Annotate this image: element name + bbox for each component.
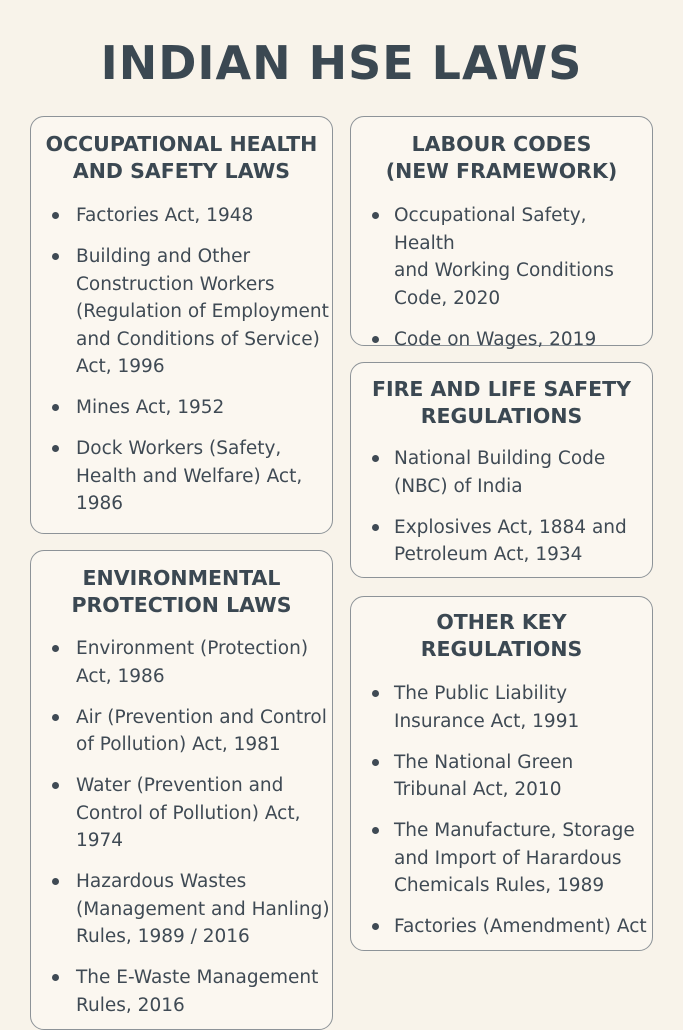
law-list: [31, 202, 332, 518]
law-list-item-line: and Working Conditions: [394, 260, 614, 281]
law-list: [351, 202, 652, 353]
law-list-item-line: Factories Act, 1948: [76, 205, 254, 226]
law-list-item-line: Control of Pollution) Act,: [76, 802, 301, 824]
page-title: INDIAN HSE LAWS: [100, 36, 583, 90]
law-list-item-line: Insurance Act, 1991: [394, 710, 580, 732]
law-list-item-line: Construction Workers: [76, 273, 275, 295]
card-environmental-protection: [30, 550, 333, 1030]
law-list-item: [351, 514, 652, 569]
law-list-item-line: Mines Act, 1952: [76, 397, 225, 418]
law-list-item-line: Petroleum Act, 1934: [394, 544, 583, 565]
law-list-item: [351, 202, 652, 312]
law-list-item: [31, 635, 332, 690]
law-list-item-line: Act, 1986: [76, 665, 165, 687]
law-list-item-line: Chemicals Rules, 1989: [394, 875, 605, 896]
law-list: [351, 445, 652, 569]
section-title-line: OCCUPATIONAL HEALTH: [45, 132, 318, 156]
law-list-item: [31, 772, 332, 855]
law-list-item: [31, 704, 332, 759]
law-list-item-line: of Pollution) Act, 1981: [76, 734, 281, 755]
law-list-item: [351, 913, 652, 941]
section-title-line: OTHER KEY: [436, 610, 567, 634]
law-list-item-line: The Public Liability: [394, 683, 568, 704]
section-title: [31, 131, 332, 185]
law-list-item-line: The National Green: [394, 751, 574, 773]
section-title-line: LABOUR CODES: [411, 132, 592, 156]
card-fire-life-safety: [350, 362, 653, 578]
law-list-item: [31, 964, 332, 1019]
law-list-item-line: (Regulation of Employment: [76, 301, 329, 322]
law-list-item: [31, 868, 332, 951]
law-list-item-line: and Import of Harardous: [394, 847, 622, 869]
law-list-item-line: Factories (Amendment) Act: [394, 916, 647, 937]
law-list-item: [351, 749, 652, 804]
card-occupational-health-safety: [30, 116, 333, 534]
law-list-item-line: Code, 2020: [394, 287, 501, 309]
law-list-item: [351, 445, 652, 500]
section-title-line: PROTECTION LAWS: [71, 593, 292, 617]
law-list-item: [351, 680, 652, 735]
section-title-line: AND SAFETY LAWS: [72, 159, 291, 183]
section-title: [31, 565, 332, 619]
law-list-item-line: (Management and Hanling): [76, 898, 330, 920]
law-list-item-line: 1974: [76, 830, 124, 851]
section-title: [351, 131, 652, 185]
law-list-item-line: Hazardous Wastes: [76, 871, 247, 892]
card-other-key-regulations: [350, 596, 653, 951]
law-list-item-line: Air (Prevention and Control: [76, 706, 327, 728]
law-list-item-line: The Manufacture, Storage: [394, 820, 635, 841]
section-title-line: ENVIRONMENTAL: [82, 566, 281, 590]
law-list-item-line: Act, 1996: [76, 356, 165, 377]
law-list-item: [31, 394, 332, 422]
section-title: [351, 376, 652, 430]
law-list-item: [31, 435, 332, 518]
law-list: [31, 635, 332, 1019]
law-list: [351, 680, 652, 941]
law-list-item: [351, 326, 652, 354]
law-list-item-line: Occupational Safety, Health: [394, 205, 587, 254]
law-list-item-line: (NBC) of India: [394, 475, 523, 497]
law-list-item-line: National Building Code: [394, 448, 606, 469]
law-list-item-line: and Conditions of Service): [76, 328, 320, 350]
law-list-item-line: Rules, 1989 / 2016: [76, 926, 250, 947]
law-list-item-line: The E-Waste Management: [76, 967, 319, 988]
law-list-item: [31, 202, 332, 230]
law-list-item-line: Rules, 2016: [76, 994, 185, 1016]
section-title: [351, 609, 652, 663]
law-list-item-line: Building and Other: [76, 246, 251, 267]
section-title-line: (NEW FRAMEWORK): [385, 159, 618, 183]
law-list-item-line: Water (Prevention and: [76, 775, 284, 796]
law-list-item-line: Code on Wages, 2019: [394, 328, 597, 350]
law-list-item-line: 1986: [76, 493, 124, 514]
section-title-line: FIRE AND LIFE SAFETY: [371, 377, 632, 401]
law-list-item-line: Environment (Protection): [76, 638, 309, 659]
law-list-item-line: Tribunal Act, 2010: [394, 779, 562, 800]
section-title-line: REGULATIONS: [420, 637, 583, 661]
law-list-item-line: Health and Welfare) Act,: [76, 465, 303, 487]
law-list-item: [351, 817, 652, 900]
law-list-item: [31, 243, 332, 381]
section-title-line: REGULATIONS: [420, 404, 583, 428]
law-list-item-line: Dock Workers (Safety,: [76, 438, 282, 459]
card-labour-codes: [350, 116, 653, 350]
law-list-item-line: Explosives Act, 1884 and: [394, 516, 627, 538]
